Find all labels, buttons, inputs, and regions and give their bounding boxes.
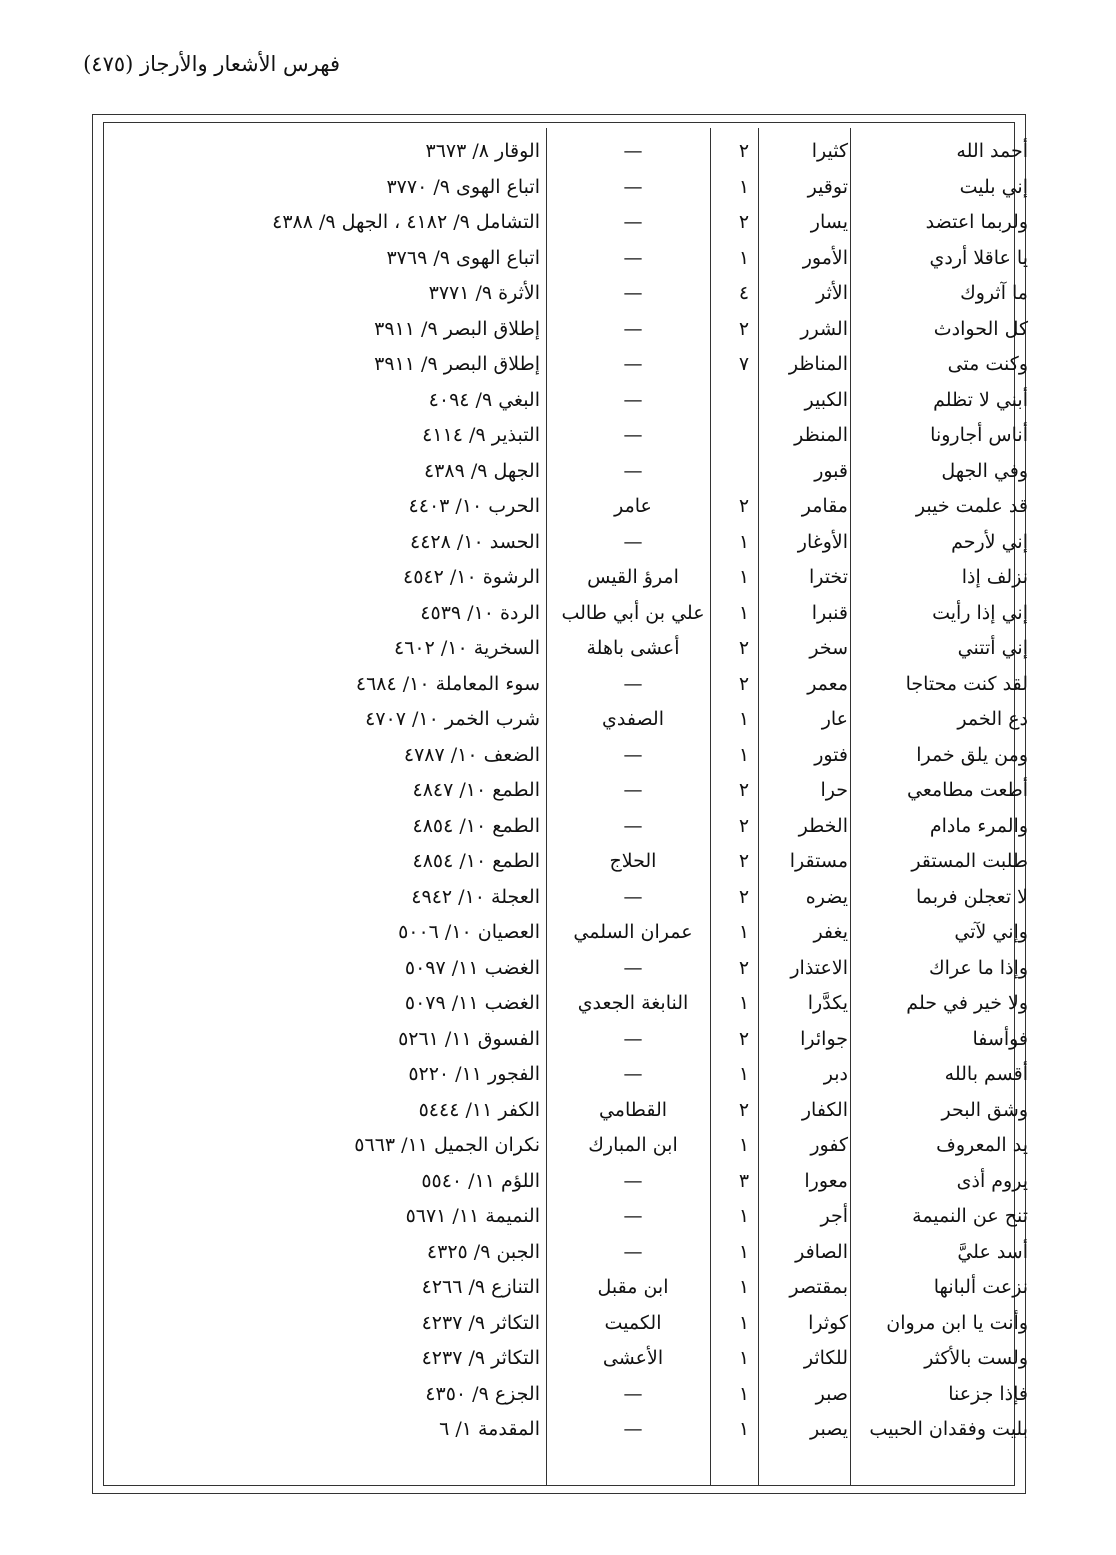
poet-name: — [623, 1240, 643, 1263]
poet-name: — [623, 424, 643, 446]
poet-name: — [623, 282, 643, 304]
index-table [0, 136, 1116, 1450]
table-row [0, 527, 1116, 563]
poet-name: — [623, 743, 643, 766]
rhyme-word: أجر [820, 1205, 848, 1227]
verse-first-words: لا تعجلن فربما [915, 885, 1028, 908]
rhyme-word: يسار [810, 211, 848, 233]
rhyme-word: بمقتصر [789, 1276, 848, 1298]
topic-reference: الطمع ١٠/ ٤٨٤٧ [412, 779, 540, 801]
poet-name: — [623, 956, 643, 979]
topic-reference: الطمع ١٠/ ٤٨٥٤ [412, 814, 540, 837]
topic-reference: نكران الجميل ١١/ ٥٦٦٣ [354, 1134, 540, 1156]
verse-first-words: نزعت ألبانها [933, 1276, 1028, 1298]
table-row [0, 1237, 1116, 1273]
table-row [0, 562, 1116, 598]
topic-reference: البغي ٩/ ٤٠٩٤ [428, 388, 540, 411]
rhyme-word: الكفار [801, 1098, 848, 1121]
poet-name: — [623, 388, 643, 411]
rhyme-word: الكبير [804, 388, 848, 411]
table-row [0, 1201, 1116, 1237]
poet-name: الحلاج [609, 850, 657, 872]
verse-first-words: وشق البحر [941, 1098, 1028, 1121]
poet-name: الكميت [604, 1311, 662, 1334]
verse-count: ١ [738, 566, 750, 588]
poet-name: — [623, 1418, 643, 1440]
topic-reference: الغضب ١١/ ٥٠٩٧ [404, 956, 540, 979]
verse-first-words: وكنت متى [947, 353, 1028, 375]
verse-first-words: أطعت مطامعي [907, 779, 1028, 801]
verse-count: ١ [738, 601, 750, 624]
verse-count: ٢ [738, 850, 750, 872]
rhyme-word: المناظر [788, 353, 848, 375]
verse-first-words: قد علمت خيبر [915, 495, 1028, 517]
poet-name: — [623, 459, 643, 482]
verse-first-words: إني بليت [959, 175, 1028, 198]
poet-name: الصفدي [601, 708, 664, 730]
table-row [0, 349, 1116, 385]
topic-reference: الغضب ١١/ ٥٠٧٩ [404, 992, 540, 1014]
topic-reference: الأثرة ٩/ ٣٧٧١ [428, 282, 540, 304]
verse-count: ٢ [738, 779, 750, 801]
rhyme-word: سخر [809, 637, 848, 659]
table-row [0, 633, 1116, 669]
verse-count: ٢ [738, 140, 750, 162]
verse-count: ٢ [738, 1027, 750, 1050]
poet-name: — [623, 530, 643, 553]
rhyme-word: دبر [823, 1063, 848, 1085]
verse-count: ١ [738, 1382, 750, 1405]
topic-reference: التكاثر ٩/ ٤٢٣٧ [421, 1347, 540, 1369]
poet-name: علي بن أبي طالب [561, 601, 705, 624]
topic-reference: الضعف ١٠/ ٤٧٨٧ [403, 743, 540, 766]
table-row [0, 1024, 1116, 1060]
poet-name: — [623, 814, 643, 837]
verse-first-words: دع الخمر [957, 708, 1028, 730]
verse-first-words: إني لأرحم [951, 530, 1028, 553]
table-row [0, 846, 1116, 882]
table-row [0, 420, 1116, 456]
verse-first-words: طلبت المستقر [911, 850, 1028, 872]
table-row [0, 882, 1116, 918]
topic-reference: النميمة ١١/ ٥٦٧١ [405, 1205, 540, 1227]
topic-reference: الرشوة ١٠/ ٤٥٤٢ [403, 566, 540, 588]
topic-reference: التنازع ٩/ ٤٢٦٦ [421, 1276, 540, 1298]
verse-first-words: وفي الجهل [941, 459, 1028, 482]
verse-count: ٣ [738, 1169, 750, 1192]
table-row [0, 740, 1116, 776]
poet-name: أعشى باهلة [586, 637, 680, 659]
poet-name: — [623, 672, 643, 695]
verse-count: ٤ [738, 282, 750, 304]
verse-count: ١ [738, 743, 750, 766]
verse-first-words: ما آثروك [960, 282, 1028, 304]
table-row [0, 1379, 1116, 1415]
table-row [0, 1166, 1116, 1202]
rhyme-word: صبر [815, 1382, 848, 1405]
page-header: فهرس الأشعار والأرجاز (٤٧٥) [83, 52, 340, 76]
topic-reference: الجزع ٩/ ٤٣٥٠ [425, 1382, 540, 1405]
poet-name: — [623, 211, 643, 233]
verse-first-words: تنح عن النميمة [912, 1205, 1028, 1227]
rhyme-word: كثيرا [811, 140, 848, 162]
poet-name: — [623, 1027, 643, 1050]
table-row [0, 669, 1116, 705]
poet-name: — [623, 353, 643, 375]
topic-reference: الردة ١٠/ ٤٥٣٩ [420, 601, 540, 624]
poet-name: عامر [614, 495, 652, 517]
verse-first-words: يروم أذى [956, 1169, 1028, 1192]
rhyme-word: فتور [814, 743, 848, 766]
topic-reference: الوقار ٨/ ٣٦٧٣ [425, 140, 540, 162]
poet-name: — [623, 1063, 643, 1085]
verse-count: ١ [738, 992, 750, 1014]
rhyme-word: يضره [805, 885, 848, 908]
rhyme-word: الاعتذار [790, 956, 848, 979]
verse-count: ١ [738, 921, 750, 943]
poet-name: — [623, 140, 643, 162]
topic-reference: اتباع الهوى ٩/ ٣٧٧٠ [386, 175, 540, 198]
table-row [0, 243, 1116, 279]
topic-reference: إطلاق البصر ٩/ ٣٩١١ [374, 353, 540, 375]
table-row [0, 704, 1116, 740]
verse-count: ١ [738, 246, 750, 269]
rhyme-word: الأوغار [797, 530, 848, 553]
poet-name: النابغة الجعدي [577, 992, 689, 1014]
poet-name: امرؤ القيس [587, 566, 679, 588]
poet-name: ابن المبارك [588, 1134, 678, 1156]
table-row [0, 1095, 1116, 1131]
table-row [0, 598, 1116, 634]
verse-count: ١ [738, 530, 750, 553]
topic-reference: الجهل ٩/ ٤٣٨٩ [423, 459, 540, 482]
topic-reference: الكفر ١١/ ٥٤٤٤ [418, 1098, 540, 1121]
topic-reference: المقدمة ١/ ٦ [439, 1418, 540, 1440]
verse-count: ٢ [738, 495, 750, 517]
rhyme-word: الصافر [795, 1240, 848, 1263]
poet-name: القطامي [598, 1098, 668, 1121]
rhyme-word: معمر [807, 672, 848, 695]
topic-reference: الفجور ١١/ ٥٢٢٠ [408, 1063, 540, 1085]
rhyme-word: يغفر [813, 921, 848, 943]
verse-count: ١ [738, 1240, 750, 1263]
poet-name: — [623, 885, 643, 908]
verse-first-words: ومن يلق خمرا [916, 743, 1028, 766]
table-row [0, 917, 1116, 953]
verse-count: ٢ [738, 956, 750, 979]
rhyme-word: مستقرا [789, 850, 848, 872]
verse-first-words: فوأسفا [972, 1027, 1028, 1050]
table-row [0, 811, 1116, 847]
verse-count: ١ [738, 1205, 750, 1227]
verse-first-words: لقد كنت محتاجا [905, 672, 1028, 695]
verse-first-words: ولا خير في حلم [906, 992, 1028, 1014]
rhyme-word: جوائرا [800, 1027, 848, 1050]
topic-reference: الجبن ٩/ ٤٣٢٥ [426, 1240, 540, 1263]
rhyme-word: مقامر [801, 495, 848, 517]
rhyme-word: الأثر [816, 282, 848, 304]
verse-count: ٢ [738, 317, 750, 340]
verse-first-words: فإذا جزعنا [948, 1382, 1028, 1405]
rhyme-word: كفور [810, 1134, 848, 1156]
topic-reference: التشامل ٩/ ٤١٨٢ ، الجهل ٩/ ٤٣٨٨ [272, 211, 540, 233]
verse-count: ١ [738, 1134, 750, 1156]
topic-reference: إطلاق البصر ٩/ ٣٩١١ [374, 317, 540, 340]
rhyme-word: الخطر [798, 814, 848, 837]
topic-reference: السخرية ١٠/ ٤٦٠٢ [394, 637, 540, 659]
poet-name: — [623, 246, 643, 269]
poet-name: — [623, 779, 643, 801]
poet-name: الأعشى [602, 1347, 664, 1369]
verse-first-words: وأنت يا ابن مروان [886, 1311, 1028, 1334]
verse-count: ١ [738, 708, 750, 730]
table-row [0, 1414, 1116, 1450]
topic-reference: التكاثر ٩/ ٤٢٣٧ [421, 1311, 540, 1334]
rhyme-word: توقير [807, 175, 848, 198]
verse-count: ١ [738, 1276, 750, 1298]
table-row [0, 1130, 1116, 1166]
table-row [0, 385, 1116, 421]
table-row [0, 314, 1116, 350]
poet-name: — [623, 1205, 643, 1227]
table-row [0, 207, 1116, 243]
verse-count: ٢ [738, 672, 750, 695]
rhyme-word: يصبر [810, 1418, 848, 1440]
verse-first-words: إني أتتني [957, 637, 1028, 659]
verse-first-words: أقسم بالله [944, 1063, 1028, 1085]
verse-first-words: أناس أجارونا [930, 424, 1028, 446]
verse-count: ١ [738, 1063, 750, 1085]
rhyme-word: معورا [804, 1169, 848, 1192]
verse-count: ٢ [738, 637, 750, 659]
table-row [0, 775, 1116, 811]
rhyme-word: عار [821, 708, 848, 730]
verse-first-words: أبني لا تظلم [933, 388, 1028, 411]
topic-reference: التبذير ٩/ ٤١١٤ [422, 424, 540, 446]
table-row [0, 1059, 1116, 1095]
topic-reference: سوء المعاملة ١٠/ ٤٦٨٤ [355, 672, 540, 695]
poet-name: — [623, 1382, 643, 1405]
verse-count: ٢ [738, 1098, 750, 1121]
topic-reference: اللؤم ١١/ ٥٥٤٠ [421, 1169, 540, 1192]
table-row [0, 136, 1116, 172]
verse-count: ٢ [738, 885, 750, 908]
verse-first-words: ولربما اعتضد [925, 211, 1028, 233]
rhyme-word: الشرر [800, 317, 848, 340]
verse-first-words: أحمد الله [956, 140, 1028, 162]
verse-first-words: وإني لآتي [954, 921, 1028, 943]
table-row [0, 988, 1116, 1024]
table-row [0, 1343, 1116, 1379]
verse-count: ٢ [738, 211, 750, 233]
verse-first-words: يد المعروف [936, 1134, 1028, 1156]
topic-reference: اتباع الهوى ٩/ ٣٧٦٩ [386, 246, 540, 269]
rhyme-word: للكاثر [803, 1347, 848, 1369]
topic-reference: الفسوق ١١/ ٥٢٦١ [398, 1027, 540, 1050]
topic-reference: الحسد ١٠/ ٤٤٢٨ [410, 530, 540, 553]
verse-count: ١ [738, 1347, 750, 1369]
poet-name: ابن مقبل [597, 1276, 669, 1298]
verse-first-words: ولست بالأكثر [924, 1347, 1028, 1369]
poet-name: — [623, 317, 643, 340]
verse-first-words: وإذا ما عراك [929, 956, 1028, 979]
rhyme-word: تخترا [808, 566, 848, 588]
rhyme-word: قنبرا [811, 601, 848, 624]
rhyme-word: كوثرا [808, 1311, 848, 1334]
verse-count: ١ [738, 1418, 750, 1440]
verse-first-words: إني إذا رأيت [932, 601, 1028, 624]
verse-first-words: نزلف إذا [961, 566, 1028, 588]
rhyme-word: الأمور [802, 246, 848, 269]
verse-first-words: كل الحوادث [933, 317, 1028, 340]
verse-first-words: والمرء مادام [929, 814, 1028, 837]
verse-count: ٢ [738, 814, 750, 837]
topic-reference: الحرب ١٠/ ٤٤٠٣ [408, 495, 540, 517]
rhyme-word: حرا [820, 779, 848, 801]
poet-name: — [623, 1169, 643, 1192]
table-row [0, 491, 1116, 527]
verse-count: ٧ [738, 353, 750, 375]
topic-reference: العجلة ١٠/ ٤٩٤٢ [411, 885, 540, 908]
rhyme-word: يكدَّرا [807, 992, 848, 1014]
table-row [0, 1308, 1116, 1344]
table-row [0, 953, 1116, 989]
topic-reference: العصيان ١٠/ ٥٠٠٦ [398, 921, 540, 943]
verse-first-words: بليت وفقدان الحبيب [869, 1418, 1028, 1440]
poet-name: عمران السلمي [573, 921, 693, 943]
verse-first-words: يا عاقلا أردي [929, 246, 1028, 269]
table-row [0, 172, 1116, 208]
topic-reference: الطمع ١٠/ ٤٨٥٤ [412, 850, 540, 872]
verse-count: ١ [738, 1311, 750, 1334]
poet-name: — [623, 175, 643, 198]
rhyme-word: المنظر [794, 424, 848, 446]
verse-first-words: أسد عليَّ [957, 1240, 1028, 1263]
table-row [0, 456, 1116, 492]
rhyme-word: قبور [814, 459, 848, 482]
table-row [0, 1272, 1116, 1308]
topic-reference: شرب الخمر ١٠/ ٤٧٠٧ [365, 708, 540, 730]
table-row [0, 278, 1116, 314]
verse-count: ١ [738, 175, 750, 198]
